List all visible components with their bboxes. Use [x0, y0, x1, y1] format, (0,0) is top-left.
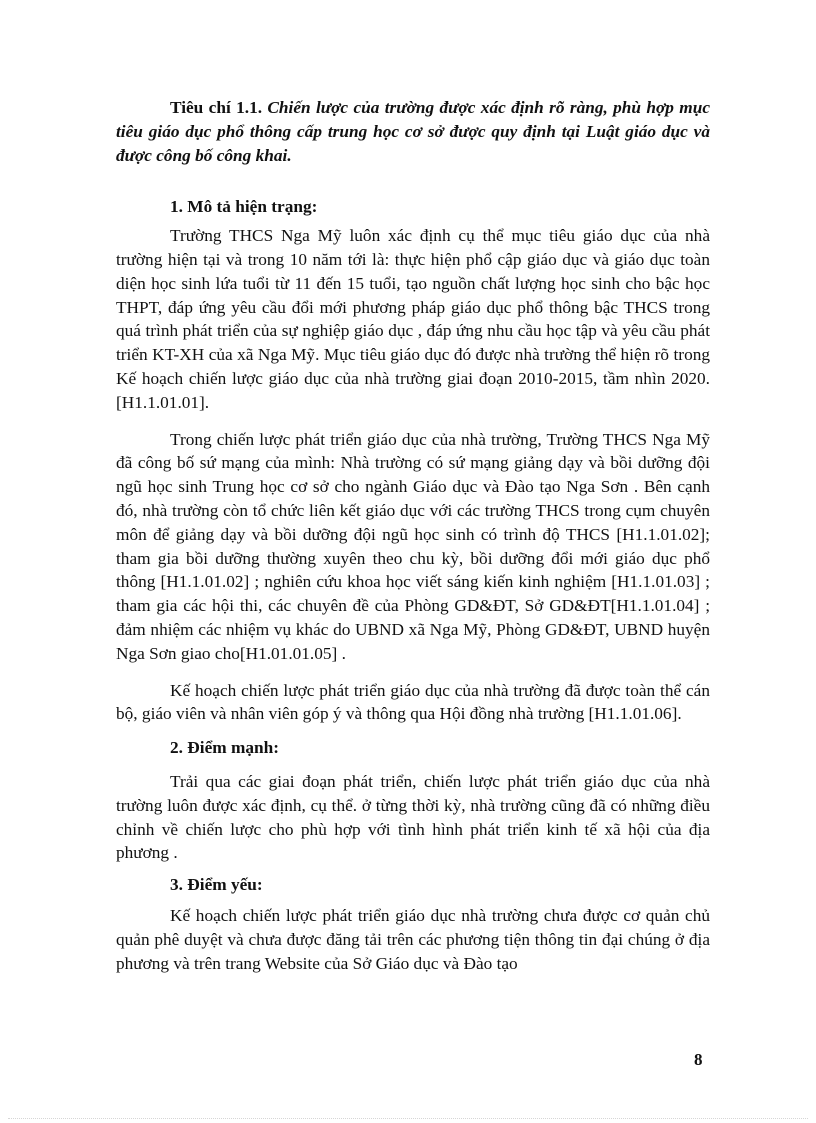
page-number: 8	[694, 1050, 703, 1069]
section-heading-strengths: 2. Điểm mạnh:	[170, 738, 279, 758]
weaknesses-paragraph: Kế hoạch chiến lược phát triển giáo dục nhà trường chưa được cơ quản chủ quản phê duyệt và chưa được đăng tải trên các phương tiện thông tin đại chúng ở địa phương và trên trang Website của Sở Giáo dục và Đào tạo	[116, 905, 710, 973]
criterion-label: Tiêu chí 1.1.	[170, 98, 263, 117]
status-paragraph-3: Kế hoạch chiến lược phát triển giáo dục của nhà trường đã được toàn thể cán bộ, giáo viên và nhân viên góp ý và thông qua Hội đồng nhà trường [H1.1.01.06].	[116, 680, 710, 724]
criterion-title: Chiến lược của trường được xác định rõ ràng, phù hợp mục tiêu giáo dục phổ thông cấp trung học cơ sở được quy định tại Luật giáo dục và được công bố công khai.	[116, 98, 710, 165]
section-heading-weaknesses: 3. Điểm yếu:	[170, 875, 263, 895]
criterion-statement	[116, 96, 710, 167]
section-heading-current-status: 1. Mô tả hiện trạng:	[170, 197, 318, 217]
status-paragraph-1: Trường THCS Nga Mỹ luôn xác định cụ thể mục tiêu giáo dục của nhà trường hiện tại và trong 10 năm tới là: thực hiện phổ cập giáo dục và giáo dục toàn diện học sinh lứa tuổi từ 11 đến 15 tuổi, tạo nguồn chất lượng học sinh cho bậc học THPT, đáp ứng yêu cầu đổi mới phương pháp giáo dục phổ thông bậc THCS trong quá trình phát triển của sự nghiệp giáo dục , đáp ứng nhu cầu học tập và yêu cầu phát triển KT-XH của xã Nga Mỹ. Mục tiêu giáo dục đó được nhà trường thể hiện rõ trong Kế hoạch chiến lược giáo dục của nhà trường giai đoạn 2010-2015, tầm nhìn 2020. [H1.1.01.01].	[116, 226, 710, 412]
page-content	[116, 96, 710, 975]
page-edge-divider	[8, 1118, 808, 1119]
status-paragraph-2: Trong chiến lược phát triển giáo dục của nhà trường, Trường THCS Nga Mỹ đã công bố sứ mạng của mình: Nhà trường có sứ mạng giảng dạy và bồi dưỡng đội ngũ học sinh Trung học cơ sở cho ngành Giáo dục và Đào tạo Nga Sơn . Bên cạnh đó, nhà trường còn tổ chức liên kết giáo dục với các trường THCS trong cụm chuyên môn để giảng dạy và bồi dưỡng đội ngũ học sinh có trình độ THCS [H1.1.01.02]; tham gia bồi dưỡng thường xuyên theo chu kỳ, bồi dưỡng đổi mới giáo dục phổ thông [H1.1.01.02] ; nghiên cứu khoa học viết sáng kiến kinh nghiệm [H1.1.01.03] ; tham gia các hội thi, các chuyên đề của Phòng GD&ĐT, Sở GD&ĐT[H1.1.01.04] ; đảm nhiệm các nhiệm vụ khác do UBND xã Nga Mỹ, Phòng GD&ĐT, UBND huyện Nga Sơn giao cho[H1.01.01.05] .	[116, 429, 710, 663]
strengths-paragraph: Trải qua các giai đoạn phát triển, chiến lược phát triển giáo dục của nhà trường luôn được xác định, cụ thể. ở từng thời kỳ, nhà trường cũng đã có những điều chỉnh về chiến lược cho phù hợp với tình hình phát triển kinh tế xã hội của địa phương .	[116, 771, 710, 863]
